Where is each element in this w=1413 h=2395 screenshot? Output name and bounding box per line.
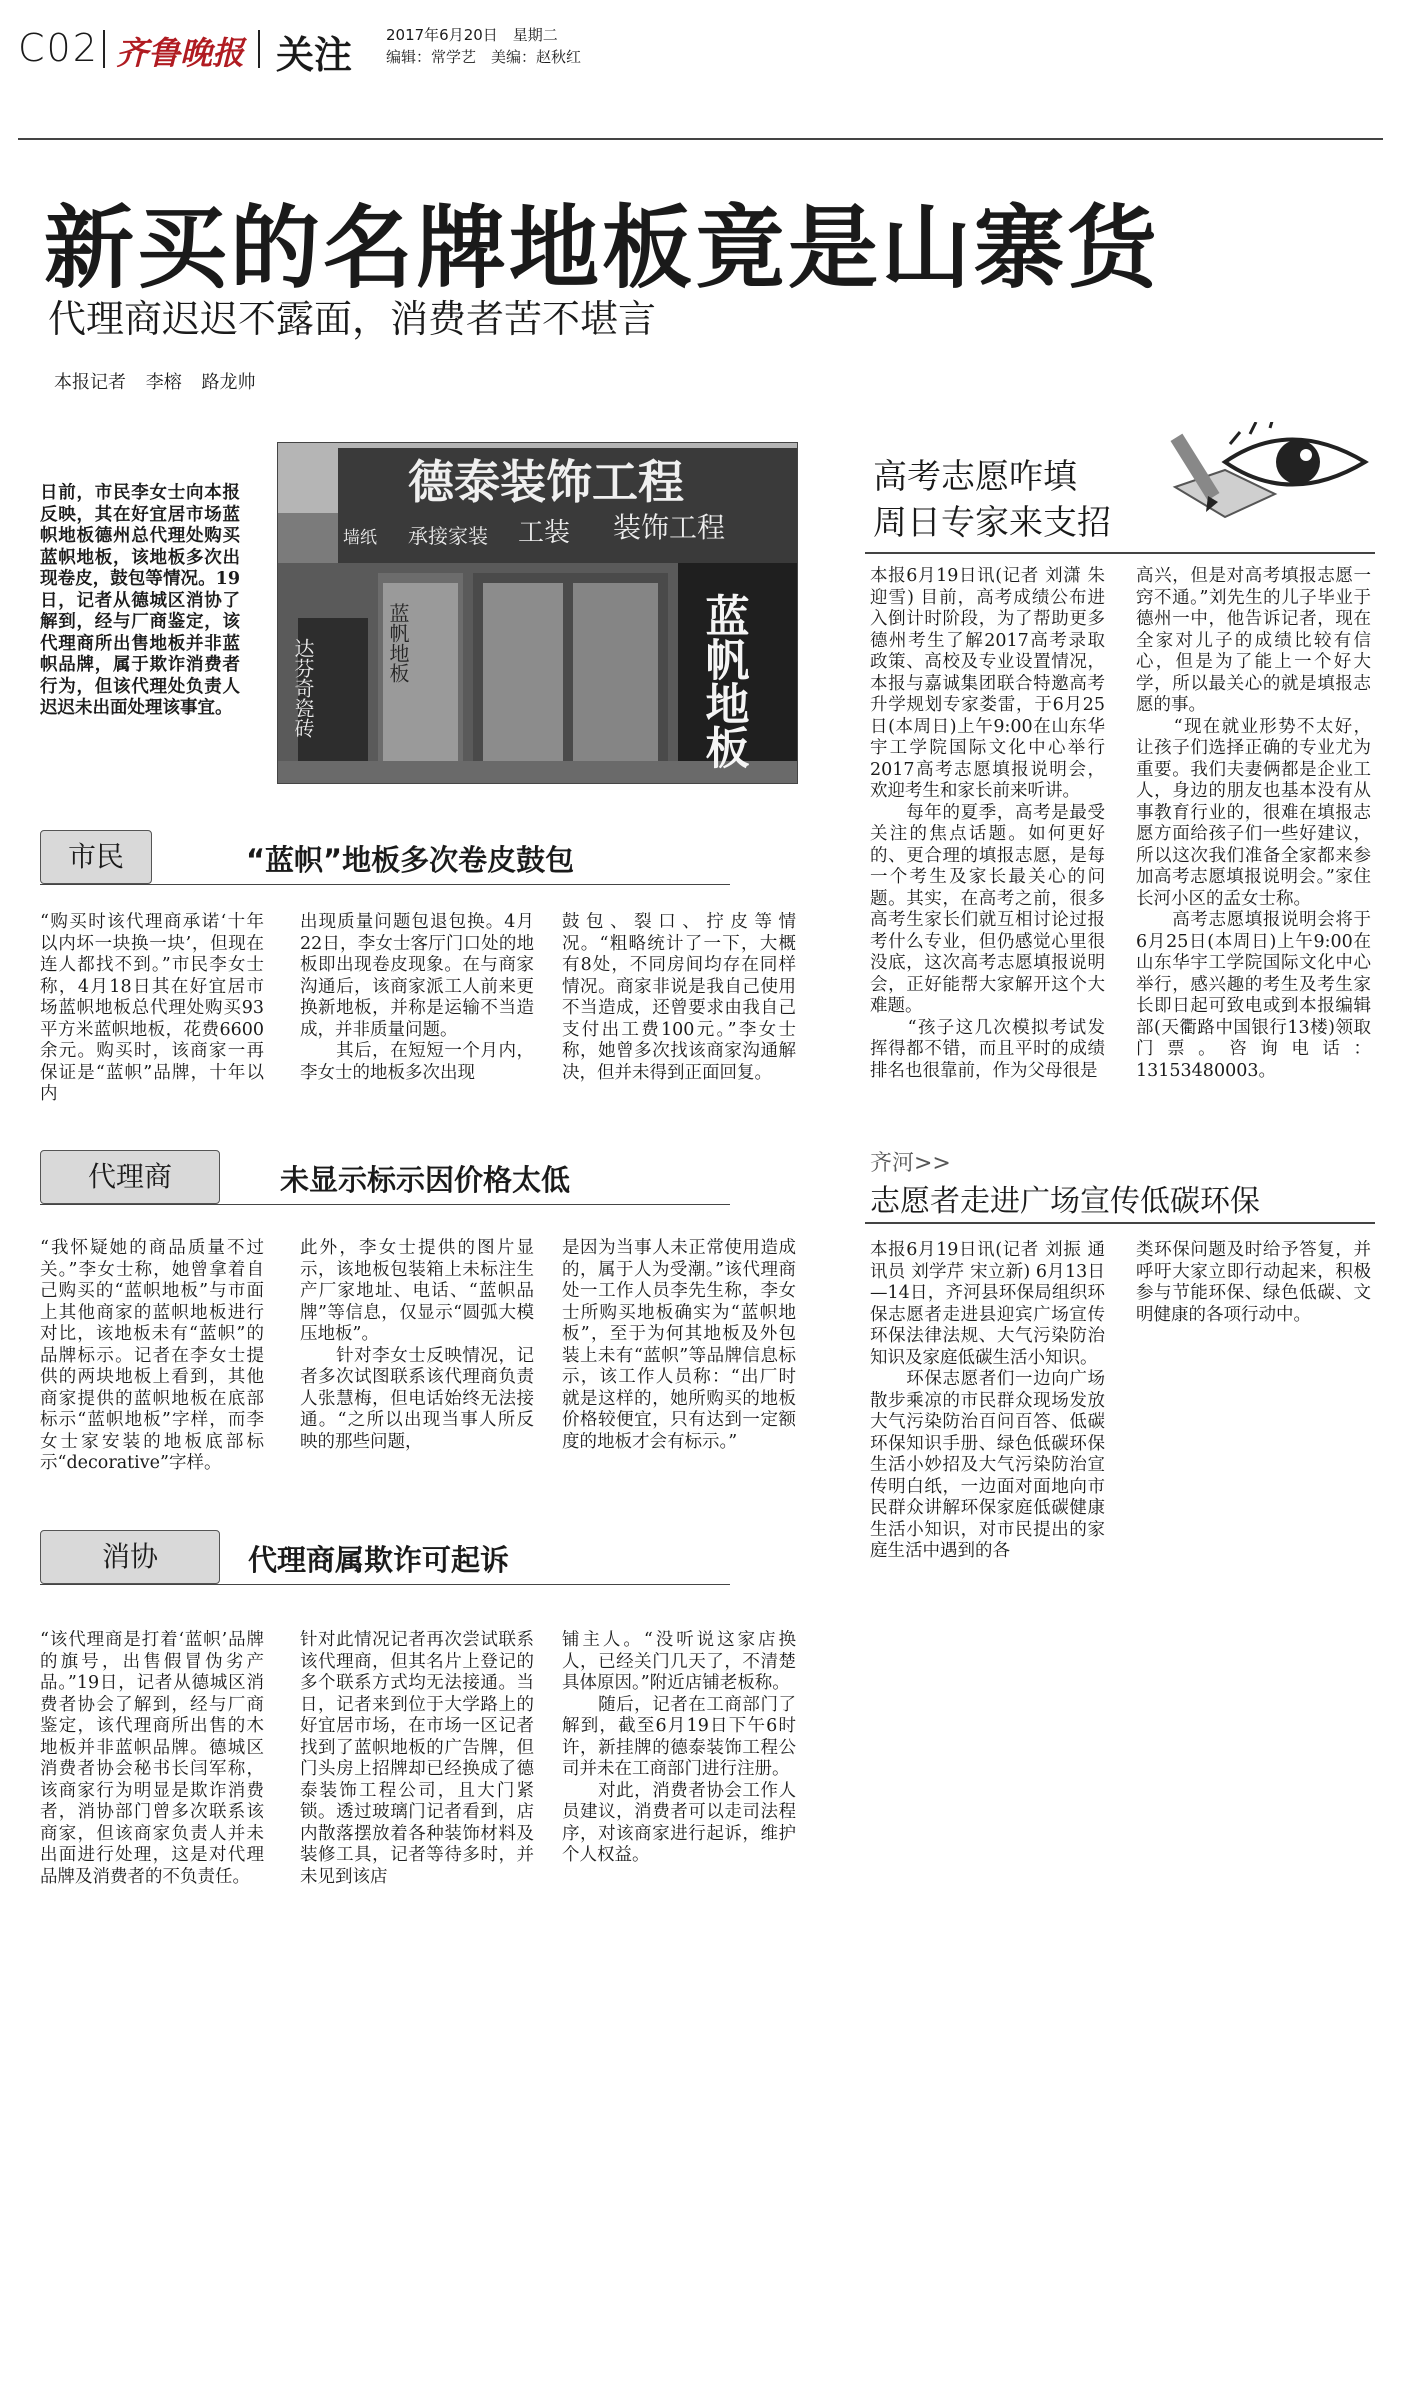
section-tab-consumer-association: 消协 bbox=[40, 1530, 220, 1584]
main-intro: 日前，市民李女士向本报反映，其在好宜居市场蓝帜地板德州总代理处购买蓝帜地板，该地板多次出现卷皮，鼓包等情况。19日，记者从德城区消协了解到，经与厂商鉴定，该代理商所出售地板并非蓝帜品牌，属于欺诈消费者行为，但该代理处负责人迟迟未出面处理该事宜。 bbox=[40, 483, 240, 718]
main-subheadline: 代理商迟迟不露面，消费者苦不堪言 bbox=[48, 297, 657, 341]
section-3-col-3: 铺主人。“没听说这家店换人，已经关门几天了，不清楚具体原因。”附近店铺老板称。 随后，记者在工商部门了解到，截至6月19日下午6时许，新挂牌的德泰装饰工程公司并未在工商部门进行注册。 对此，消费者协会工作人员建议，消费者可以走司法程序，对该商家进行起诉，维护个人权益。 bbox=[562, 1630, 796, 1865]
page-number: C02 bbox=[18, 26, 99, 70]
section-name: 关注 bbox=[276, 33, 353, 77]
section-2-col-1: “我怀疑她的商品质量不过关。”李女士称，她曾拿着自己购买的“蓝帜地板”与市面上其他商家的蓝帜地板进行对比，该地板未有“蓝帜”的品牌标示。记者在李女士提供的两块地板上看到，其他商家提供的蓝帜地板在底部标示“蓝帜地板”字样，而李女士家安装的地板底部标示“decorative”字样。 bbox=[40, 1238, 264, 1473]
paper-logo: 齐鲁晚报 bbox=[116, 34, 245, 72]
section-tab-agent: 代理商 bbox=[40, 1150, 220, 1204]
sign-main-text: 德泰装饰工程 bbox=[408, 455, 684, 509]
header-divider bbox=[103, 30, 105, 68]
section-tab-citizen: 市民 bbox=[40, 830, 152, 884]
side-article-1-title-line-1: 高考志愿咋填 bbox=[873, 457, 1077, 497]
floor-brand-sign-small: 蓝帆地板 bbox=[386, 603, 410, 683]
side-article-1-rule bbox=[865, 552, 1375, 554]
side-article-1-title-line-2: 周日专家来支招 bbox=[873, 503, 1111, 543]
eye-pencil-icon bbox=[1170, 422, 1370, 532]
section-2-col-2: 此外，李女士提供的图片显示，该地板包装箱上未标注生产厂家地址、电话、“蓝帜品牌”等信息，仅显示“圆弧大模压地板”。 针对李女士反映情况，记者多次试图联系该代理商负责人张慧梅，但电话始终无法接通。“之所以出现当事人所反映的那些问题， bbox=[300, 1238, 534, 1452]
section-1-col-3: 鼓包、裂口、拧皮等情况。“粗略统计了一下，大概有8处，不同房间均存在同样情况。商家非说是我自己使用不当造成，还曾要求由我自己支付出工费100元。”李女士称，她曾多次找该商家沟通解决，但并未得到正面回复。 bbox=[562, 912, 796, 1083]
main-byline: 本报记者 李榕 路龙帅 bbox=[54, 372, 256, 393]
section-title-consumer-association: 代理商属欺诈可起诉 bbox=[248, 1543, 510, 1577]
sign-home-text: 承接家装 bbox=[408, 524, 488, 548]
storefront-photo bbox=[277, 442, 798, 784]
header-divider bbox=[258, 30, 260, 68]
sign-commercial-text: 工装 bbox=[518, 518, 571, 548]
side-article-2-title: 志愿者走进广场宣传低碳环保 bbox=[870, 1184, 1260, 1219]
side-article-2-col-1: 本报6月19日讯(记者 刘振 通讯员 刘学芹 宋立新) 6月13日—14日，齐河县环保局组织环保志愿者走进县迎宾广场宣传环保法律法规、大气污染防治知识及家庭低碳生活小知识。 环保志愿者们一边向广场散步乘凉的市民群众现场发放大气污染防治百问百答、低碳环保知识手册、绿色低碳环保生活小妙招及大气污染防治宣传明白纸，一边面对面地向市民群众讲解环保家庭低碳健康生活小知识，对市民提出的家庭生活中遇到的各 bbox=[870, 1240, 1105, 1561]
side-article-2-rule bbox=[865, 1222, 1375, 1224]
section-1-col-1: “购买时该代理商承诺‘十年以内坏一块换一块’，但现在连人都找不到。”市民李女士称，4月18日其在好宜居市场蓝帜地板总代理处购买93平方米蓝帜地板，花费6600余元。购买时，该商家一再保证是“蓝帜”品牌，十年以内 bbox=[40, 912, 264, 1104]
section-rule bbox=[40, 1584, 730, 1585]
side-article-1-col-1: 本报6月19日讯(记者 刘潇 朱迎雪) 目前，高考成绩公布进入倒计时阶段，为了帮助更多德州考生了解2017高考录取政策、高校及专业设置情况，本报与嘉诚集团联合特邀高考升学规划专家娄雷，于6月25日(本周日)上午9:00在山东华宇工学院国际文化中心举行2017高考志愿填报说明会，欢迎考生和家长前来听讲。 每年的夏季，高考是最受关注的焦点话题。如何更好的、更合理的填报志愿，是每一个考生及家长最关心的问题。其实，在高考之前，很多高考生家长们就互相讨论过报考什么专业，但仍感觉心里很没底，这次高考志愿填报说明会，正好能帮大家解开这个大难题。 “孩子这几次模拟考试发挥得都不错，而且平时的成绩排名也很靠前，作为父母很是 bbox=[870, 566, 1105, 1081]
editor-credits: 编辑：常学艺 美编：赵秋红 bbox=[386, 48, 582, 66]
tile-brand-sign: 达芬奇瓷砖 bbox=[291, 638, 315, 738]
section-rule bbox=[40, 1204, 730, 1205]
section-1-col-2: 出现质量问题包退包换。4月22日，李女士客厅门口处的地板即出现卷皮现象。在与商家沟通后，该商家派工人前来更换新地板，并称是运输不当造成，并非质量问题。 其后，在短短一个月内，李女士的地板多次出现 bbox=[300, 912, 534, 1083]
section-rule bbox=[40, 884, 730, 885]
floor-brand-sign-large: 蓝帆地板 bbox=[697, 593, 749, 769]
main-headline: 新买的名牌地板竟是山寨货 bbox=[44, 196, 1160, 301]
issue-date: 2017年6月20日 星期二 bbox=[386, 26, 558, 44]
side-article-2-location-label: 齐河>> bbox=[870, 1151, 951, 1176]
sign-decoration-text: 装饰工程 bbox=[613, 511, 726, 544]
side-article-1-col-2: 高兴，但是对高考填报志愿一窍不通。”刘先生的儿子毕业于德州一中，他告诉记者，现在全家对儿子的成绩比较有信心，但是为了能上一个好大学，所以最关心的就是填报志愿的事。 “现在就业形势不太好，让孩子们选择正确的专业尤为重要。我们夫妻俩都是企业工人，身边的朋友也基本没有从事教育行业的，很难在填报志愿方面给孩子们一些好建议，所以这次我们准备全家都来参加高考志愿填报说明会。”家住长河小区的孟女士称。 高考志愿填报说明会将于6月25日(本周日)上午9:00在山东华宇工学院国际文化中心举行，感兴趣的考生及考生家长即日起可致电或到本报编辑部(天衢路中国银行13楼)领取门票。咨询电话：13153480003。 bbox=[1136, 566, 1371, 1081]
section-3-col-1: “该代理商是打着‘蓝帜’品牌的旗号，出售假冒伪劣产品。”19日，记者从德城区消费者协会了解到，经与厂商鉴定，该代理商所出售的木地板并非蓝帜品牌。德城区消费者协会秘书长闫军称，该商家行为明显是欺诈消费者，消协部门曾多次联系该商家，但该商家负责人并未出面进行处理，这是对代理品牌及消费者的不负责任。 bbox=[40, 1630, 264, 1887]
section-title-citizen: “蓝帜”地板多次卷皮鼓包 bbox=[246, 843, 575, 877]
side-article-2-col-2: 类环保问题及时给予答复，并呼吁大家立即行动起来，积极参与节能环保、绿色低碳、文明健康的各项行动中。 bbox=[1136, 1240, 1371, 1325]
section-2-col-3: 是因为当事人未正常使用造成的，属于人为受潮。”该代理商处一工作人员李先生称，李女士所购买地板确实为“蓝帜地板”，至于为何其地板及外包装上未有“蓝帜”等品牌信息标示，该工作人员称：“出厂时就是这样的，她所购买的地板价格较便宜，只有达到一定额度的地板才会有标示。” bbox=[562, 1238, 796, 1452]
section-title-agent: 未显示标示因价格太低 bbox=[280, 1163, 571, 1197]
sign-wallpaper-text: 墙纸 bbox=[343, 528, 377, 548]
section-3-col-2: 针对此情况记者再次尝试联系该代理商，但其名片上登记的多个联系方式均无法接通。当日，记者来到位于大学路上的好宜居市场，在市场一区记者找到了蓝帜地板的广告牌，但门头房上招牌却已经换成了德泰装饰工程公司，且大门紧锁。透过玻璃门记者看到，店内散落摆放着各种装饰材料及装修工具，记者等待多时，并未见到该店 bbox=[300, 1630, 534, 1887]
header-rule bbox=[18, 138, 1383, 140]
